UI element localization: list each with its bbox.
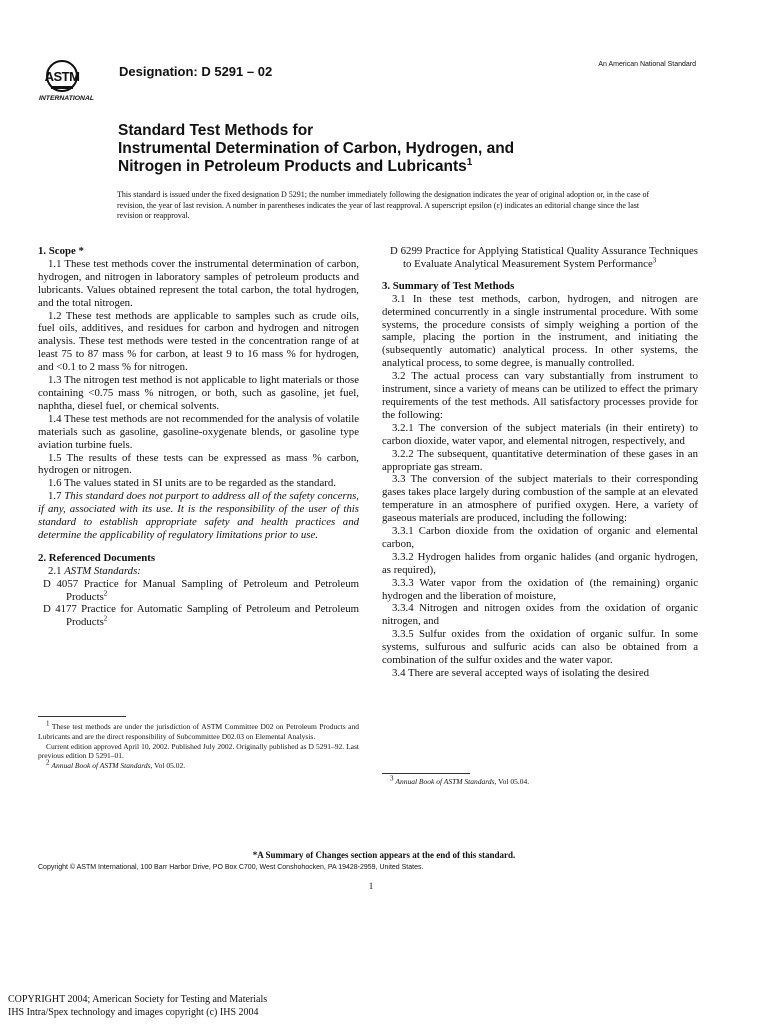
bottom-copyright xyxy=(8,993,267,1019)
paragraph-3-2-2: 3.2.2 The subsequent, quantitative determination of these gases in an appropriate gas stream. xyxy=(382,447,698,473)
paragraph-1-5: 1.5 The results of these tests can be expressed as mass % carbon, hydrogen or nitrogen. xyxy=(38,451,359,477)
footnotes-right xyxy=(382,774,698,787)
title-line-2: Instrumental Determination of Carbon, Hydrogen, and xyxy=(118,140,515,157)
footnote-3-title: Annual Book of ASTM Standards xyxy=(395,777,495,786)
footnote-divider-right xyxy=(382,773,470,774)
designation: Designation: D 5291 – 02 xyxy=(119,64,273,79)
paragraph-1-3: 1.3 The nitrogen test method is not applicable to light materials or those containing <0.75 mass % nitrogen, or both, such as gasoline, jet fuel, naphtha, diesel fuel, or chemical solvents. xyxy=(38,374,359,412)
footnote-1-mark: 1 xyxy=(46,719,50,728)
paragraph-3-3-1: 3.3.1 Carbon dioxide from the oxidation of organic and elemental carbon, xyxy=(382,525,698,550)
document-title xyxy=(118,122,638,176)
reference-d4057 xyxy=(38,578,359,604)
bottom-copyright-line-1: COPYRIGHT 2004; American Society for Testing and Materials xyxy=(8,994,268,1005)
footnote-2-title: Annual Book of ASTM Standards xyxy=(51,761,151,771)
paragraph-3-3-3: 3.3.3 Water vapor from the oxidation of (the remaining) organic hydrogen and the liberation of moisture, xyxy=(382,576,698,602)
paragraph-1-7 xyxy=(38,490,359,542)
footnote-divider-left xyxy=(38,716,126,717)
reference-d6299 xyxy=(382,245,698,271)
reference-d4177-mark: 2 xyxy=(103,614,108,623)
title-line-3 xyxy=(118,158,638,176)
title-line-3-text: Nitrogen in Petroleum Products and Lubricants xyxy=(118,158,467,175)
logo-subtext: INTERNATIONAL xyxy=(39,95,94,102)
footnote-1-edition: Current edition approved April 10, 2002. Published July 2002. Originally published as D 5291–92. Last previous edition D 5291–01. xyxy=(38,741,359,761)
paragraph-2-1-number: 2.1 xyxy=(48,564,65,577)
footnote-3 xyxy=(382,774,698,787)
page-number: 1 xyxy=(368,881,374,891)
reference-d4177-text: D 4177 Practice for Automatic Sampling of Petroleum and Petroleum Products xyxy=(43,603,359,629)
paragraph-3-2-1: 3.2.1 The conversion of the subject materials (in their entirety) to carbon dioxide, water vapor, and elemental nitrogen, respectively, and xyxy=(382,421,698,447)
left-column xyxy=(38,245,359,629)
title-line-1: Standard Test Methods for xyxy=(118,122,314,139)
footnote-1-text: These test methods are under the jurisdiction of ASTM Committee D02 on Petroleum Products and Lubricants and are the direct responsibility of Subcommittee D02.03 on Elemental Analysis. xyxy=(38,722,359,741)
paragraph-3-3-4: 3.3.4 Nitrogen and nitrogen oxides from the oxidation of organic nitrogen, and xyxy=(382,602,698,628)
footnotes-left xyxy=(38,719,359,771)
intro-paragraph: This standard is issued under the fixed designation D 5291; the number immediately following the designation indicates the year of original adoption or, in the case of revision, the year of last revision. A number in parentheses indicates the year of last reapproval. A superscript epsilon (ε) indicates an editorial change since the last revision or reapproval. xyxy=(117,190,650,220)
footnote-3-volume: , Vol 05.04. xyxy=(494,777,530,786)
paragraph-3-4: 3.4 There are several accepted ways of isolating the desired xyxy=(392,667,650,679)
footnote-3-mark: 3 xyxy=(390,774,394,783)
standard-type: An American National Standard xyxy=(598,61,696,68)
paragraph-1-2: 1.2 These test methods are applicable to samples such as crude oils, fuel oils, additives, and residues for carbon and hydrogen and nitrogen analysis. These test methods were tested in the concentration range of at least 75 to 87 mass % for carbon, at least 9 to 16 mass % for hydrogen, and <0.1 to 2 mass % for nitrogen. xyxy=(38,309,359,374)
scope-heading: 1. Scope * xyxy=(38,245,84,257)
paragraph-3-1: 3.1 In these test methods, carbon, hydrogen, and nitrogen are determined concurrently in a single instrumental procedure. With some systems, the procedure consists of simply weighing a portion of the sample, placing the portion in the instrument, and initiating the (subsequently automatic) analytical process. In other systems, the analytical process, to some degree, is manually controlled. xyxy=(382,292,698,370)
reference-d6299-mark: 3 xyxy=(652,256,657,265)
summary-heading: 3. Summary of Test Methods xyxy=(382,279,515,292)
paragraph-1-1: 1.1 These test methods cover the instrumental determination of carbon, hydrogen, and nitrogen in laboratory samples of petroleum products and lubricants. Values obtained represent the total carbon, the total hydrogen, and the total nitrogen. xyxy=(38,257,359,309)
reference-d6299-text: D 6299 Practice for Applying Statistical Quality Assurance Techniques to Evaluate Analytical Measurement System Performance xyxy=(390,245,698,270)
paragraph-3-3: 3.3 The conversion of the subject materials to their corresponding gases takes place largely during combustion of the sample at an elevated temperature in an atmosphere of purified oxygen. Here, a variety of gaseous materials are produced, including the following: xyxy=(382,473,698,525)
paragraph-2-1 xyxy=(38,565,359,578)
reference-d4057-mark: 2 xyxy=(103,588,108,597)
astm-standards-label: ASTM Standards: xyxy=(64,564,141,577)
paragraph-1-7-number: 1.7 xyxy=(48,490,65,503)
title-footnote-mark: 1 xyxy=(466,156,473,168)
paragraph-3-3-5: 3.3.5 Sulfur oxides from the oxidation of organic sulfur. In some systems, sulfurous and sulfuric acids can also be obtained from a combination of the sulfur oxides and the water vapor. xyxy=(382,628,698,667)
astm-copyright: Copyright © ASTM International, 100 Barr Harbor Drive, PO Box C700, West Conshohocken, PA 19428-2959, United States. xyxy=(38,864,424,871)
right-column xyxy=(382,245,698,680)
paragraph-1-4: 1.4 These test methods are not recommended for the analysis of volatile materials such as gasoline, gasoline-oxygenate blends, or gasoline type aviation turbine fuels. xyxy=(38,412,359,451)
footnote-1 xyxy=(38,719,359,742)
svg-text:ASTM: ASTM xyxy=(44,69,80,84)
paragraph-1-6: 1.6 The values stated in SI units are to be regarded as the standard. xyxy=(48,477,336,490)
bottom-copyright-line-2: IHS Intra/Spex technology and images copyright (c) IHS 2004 xyxy=(8,1007,259,1018)
safety-statement: This standard does not purport to address all of the safety concerns, if any, associated with its use. It is the responsibility of the user of this standard to establish appropriate safety and health practices and determine the applicability of regulatory limitations prior to use. xyxy=(38,490,360,541)
paragraph-3-2: 3.2 The actual process can vary substantially from instrument to instrument, since a variety of means can be utilized to effect the primary requirements of the test methods. All satisfactory processes provide for the following: xyxy=(382,370,698,421)
reference-d4177 xyxy=(38,603,359,629)
summary-of-changes-note: *A Summary of Changes section appears at the end of this standard. xyxy=(252,850,516,860)
paragraph-3-3-2: 3.3.2 Hydrogen halides from organic halides (and organic hydrogen, as required), xyxy=(382,550,698,576)
footnote-2-volume: , Vol 05.02. xyxy=(150,761,186,771)
reference-d4057-text: D 4057 Practice for Manual Sampling of Petroleum and Petroleum Products xyxy=(43,577,359,603)
footnote-2-mark: 2 xyxy=(46,758,50,767)
footnote-2 xyxy=(38,758,359,771)
referenced-documents-heading: 2. Referenced Documents xyxy=(38,551,156,564)
astm-logo xyxy=(38,56,110,106)
